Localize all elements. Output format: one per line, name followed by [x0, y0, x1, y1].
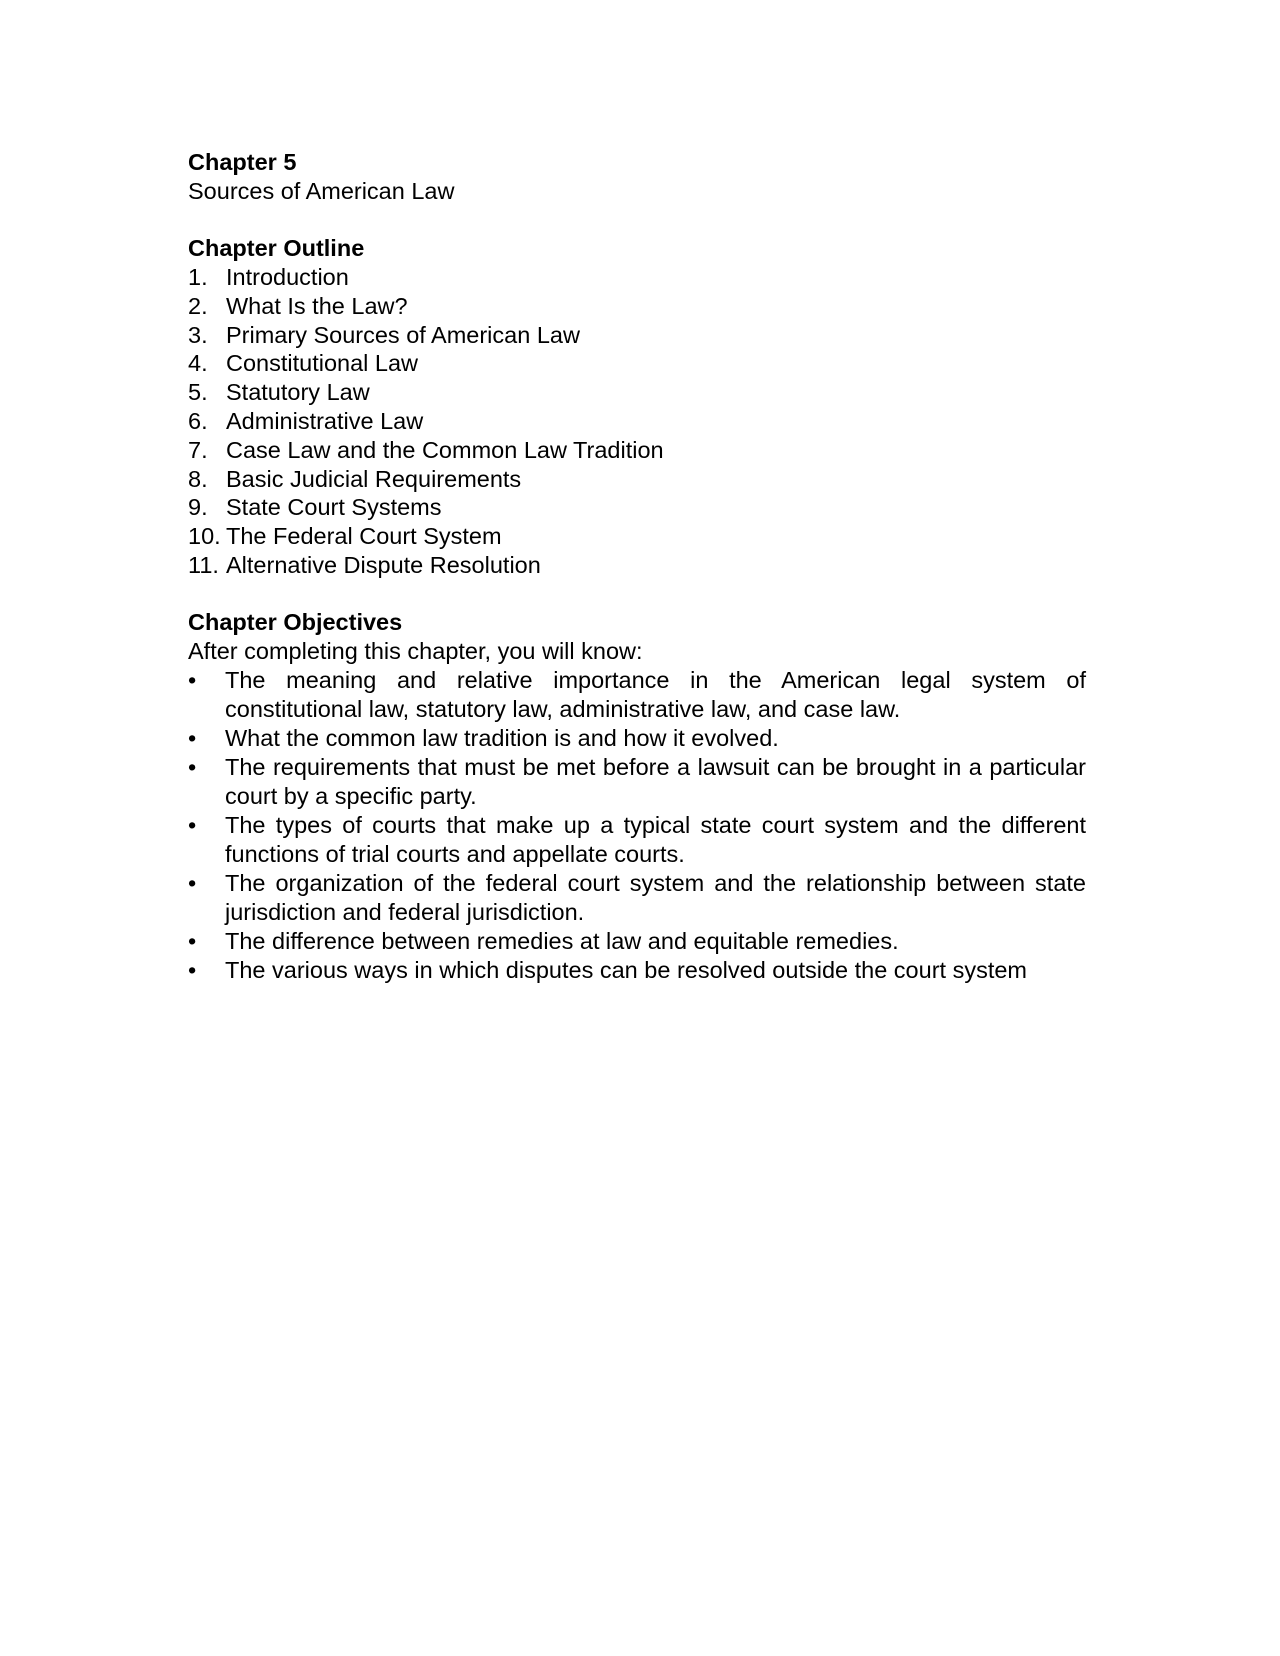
outline-item — [188, 407, 1086, 436]
outline-item — [188, 551, 1086, 580]
objective-item — [188, 811, 1086, 869]
bullet-icon: • — [188, 753, 197, 780]
objective-text: The types of courts that make up a typical state court system and the different functions of trial courts and appellate courts. — [225, 811, 1086, 867]
outline-item-number: 8. — [188, 465, 208, 492]
outline-item-text: Alternative Dispute Resolution — [226, 551, 541, 578]
objectives-list — [188, 666, 1086, 985]
objectives-heading: Chapter Objectives — [188, 608, 403, 635]
outline-item-text: State Court Systems — [226, 494, 442, 521]
objective-text: The various ways in which disputes can be resolved outside the court system — [225, 956, 1028, 983]
outline-item-number: 1. — [188, 264, 208, 290]
outline-item-number: 7. — [188, 436, 208, 463]
chapter-title: Sources of American Law — [188, 178, 455, 204]
objective-item — [188, 869, 1086, 927]
outline-item-text: Introduction — [226, 264, 349, 290]
objectives-intro: After completing this chapter, you will know: — [188, 637, 643, 664]
outline-item-number: 4. — [188, 350, 208, 377]
objective-item — [188, 666, 1086, 724]
outline-item-text: Administrative Law — [226, 407, 424, 434]
objective-item — [188, 753, 1086, 811]
outline-item — [188, 465, 1086, 494]
document-page — [188, 148, 1086, 985]
outline-item-number: 5. — [188, 379, 208, 406]
objective-item — [188, 724, 1086, 753]
outline-item — [188, 378, 1086, 407]
bullet-icon: • — [188, 927, 197, 954]
objective-text: The meaning and relative importance in the American legal system of constitutional law, statutory law, administrative law, and case law. — [225, 666, 1086, 722]
outline-item — [188, 321, 1086, 350]
chapter-number: Chapter 5 — [188, 149, 297, 175]
objective-item — [188, 927, 1086, 956]
objective-text: The organization of the federal court system and the relationship between state jurisdiction and federal jurisdiction. — [225, 869, 1086, 925]
outline-item-number: 2. — [188, 292, 208, 319]
outline-item-text: Basic Judicial Requirements — [226, 465, 522, 492]
outline-item — [188, 522, 1086, 551]
outline-item-number: 10. — [188, 523, 221, 550]
outline-item-text: Primary Sources of American Law — [226, 321, 580, 348]
outline-item — [188, 263, 1086, 292]
bullet-icon: • — [188, 956, 197, 983]
outline-item — [188, 493, 1086, 522]
spacer — [188, 580, 1086, 608]
outline-item — [188, 436, 1086, 465]
outline-item-number: 9. — [188, 494, 208, 521]
outline-item-text: The Federal Court System — [226, 523, 502, 550]
outline-item-number: 3. — [188, 321, 208, 348]
outline-heading: Chapter Outline — [188, 235, 365, 261]
objective-item — [188, 956, 1086, 985]
outline-item-text: Case Law and the Common Law Tradition — [226, 436, 664, 463]
bullet-icon: • — [188, 666, 197, 693]
objective-text: The difference between remedies at law and equitable remedies. — [225, 927, 899, 954]
objective-text: The requirements that must be met before a lawsuit can be brought in a particular court by a specific party. — [225, 753, 1086, 809]
outline-item-text: Statutory Law — [226, 379, 370, 406]
bullet-icon: • — [188, 724, 197, 751]
outline-item-text: Constitutional Law — [226, 350, 419, 377]
bullet-icon: • — [188, 811, 197, 838]
outline-item-number: 11. — [188, 551, 219, 578]
outline-item-text: What Is the Law? — [226, 292, 408, 319]
bullet-icon: • — [188, 869, 197, 896]
objective-text: What the common law tradition is and how it evolved. — [225, 724, 779, 751]
outline-list — [188, 263, 1086, 580]
outline-item-number: 6. — [188, 407, 208, 434]
outline-item — [188, 292, 1086, 321]
outline-item — [188, 349, 1086, 378]
spacer — [188, 206, 1086, 234]
